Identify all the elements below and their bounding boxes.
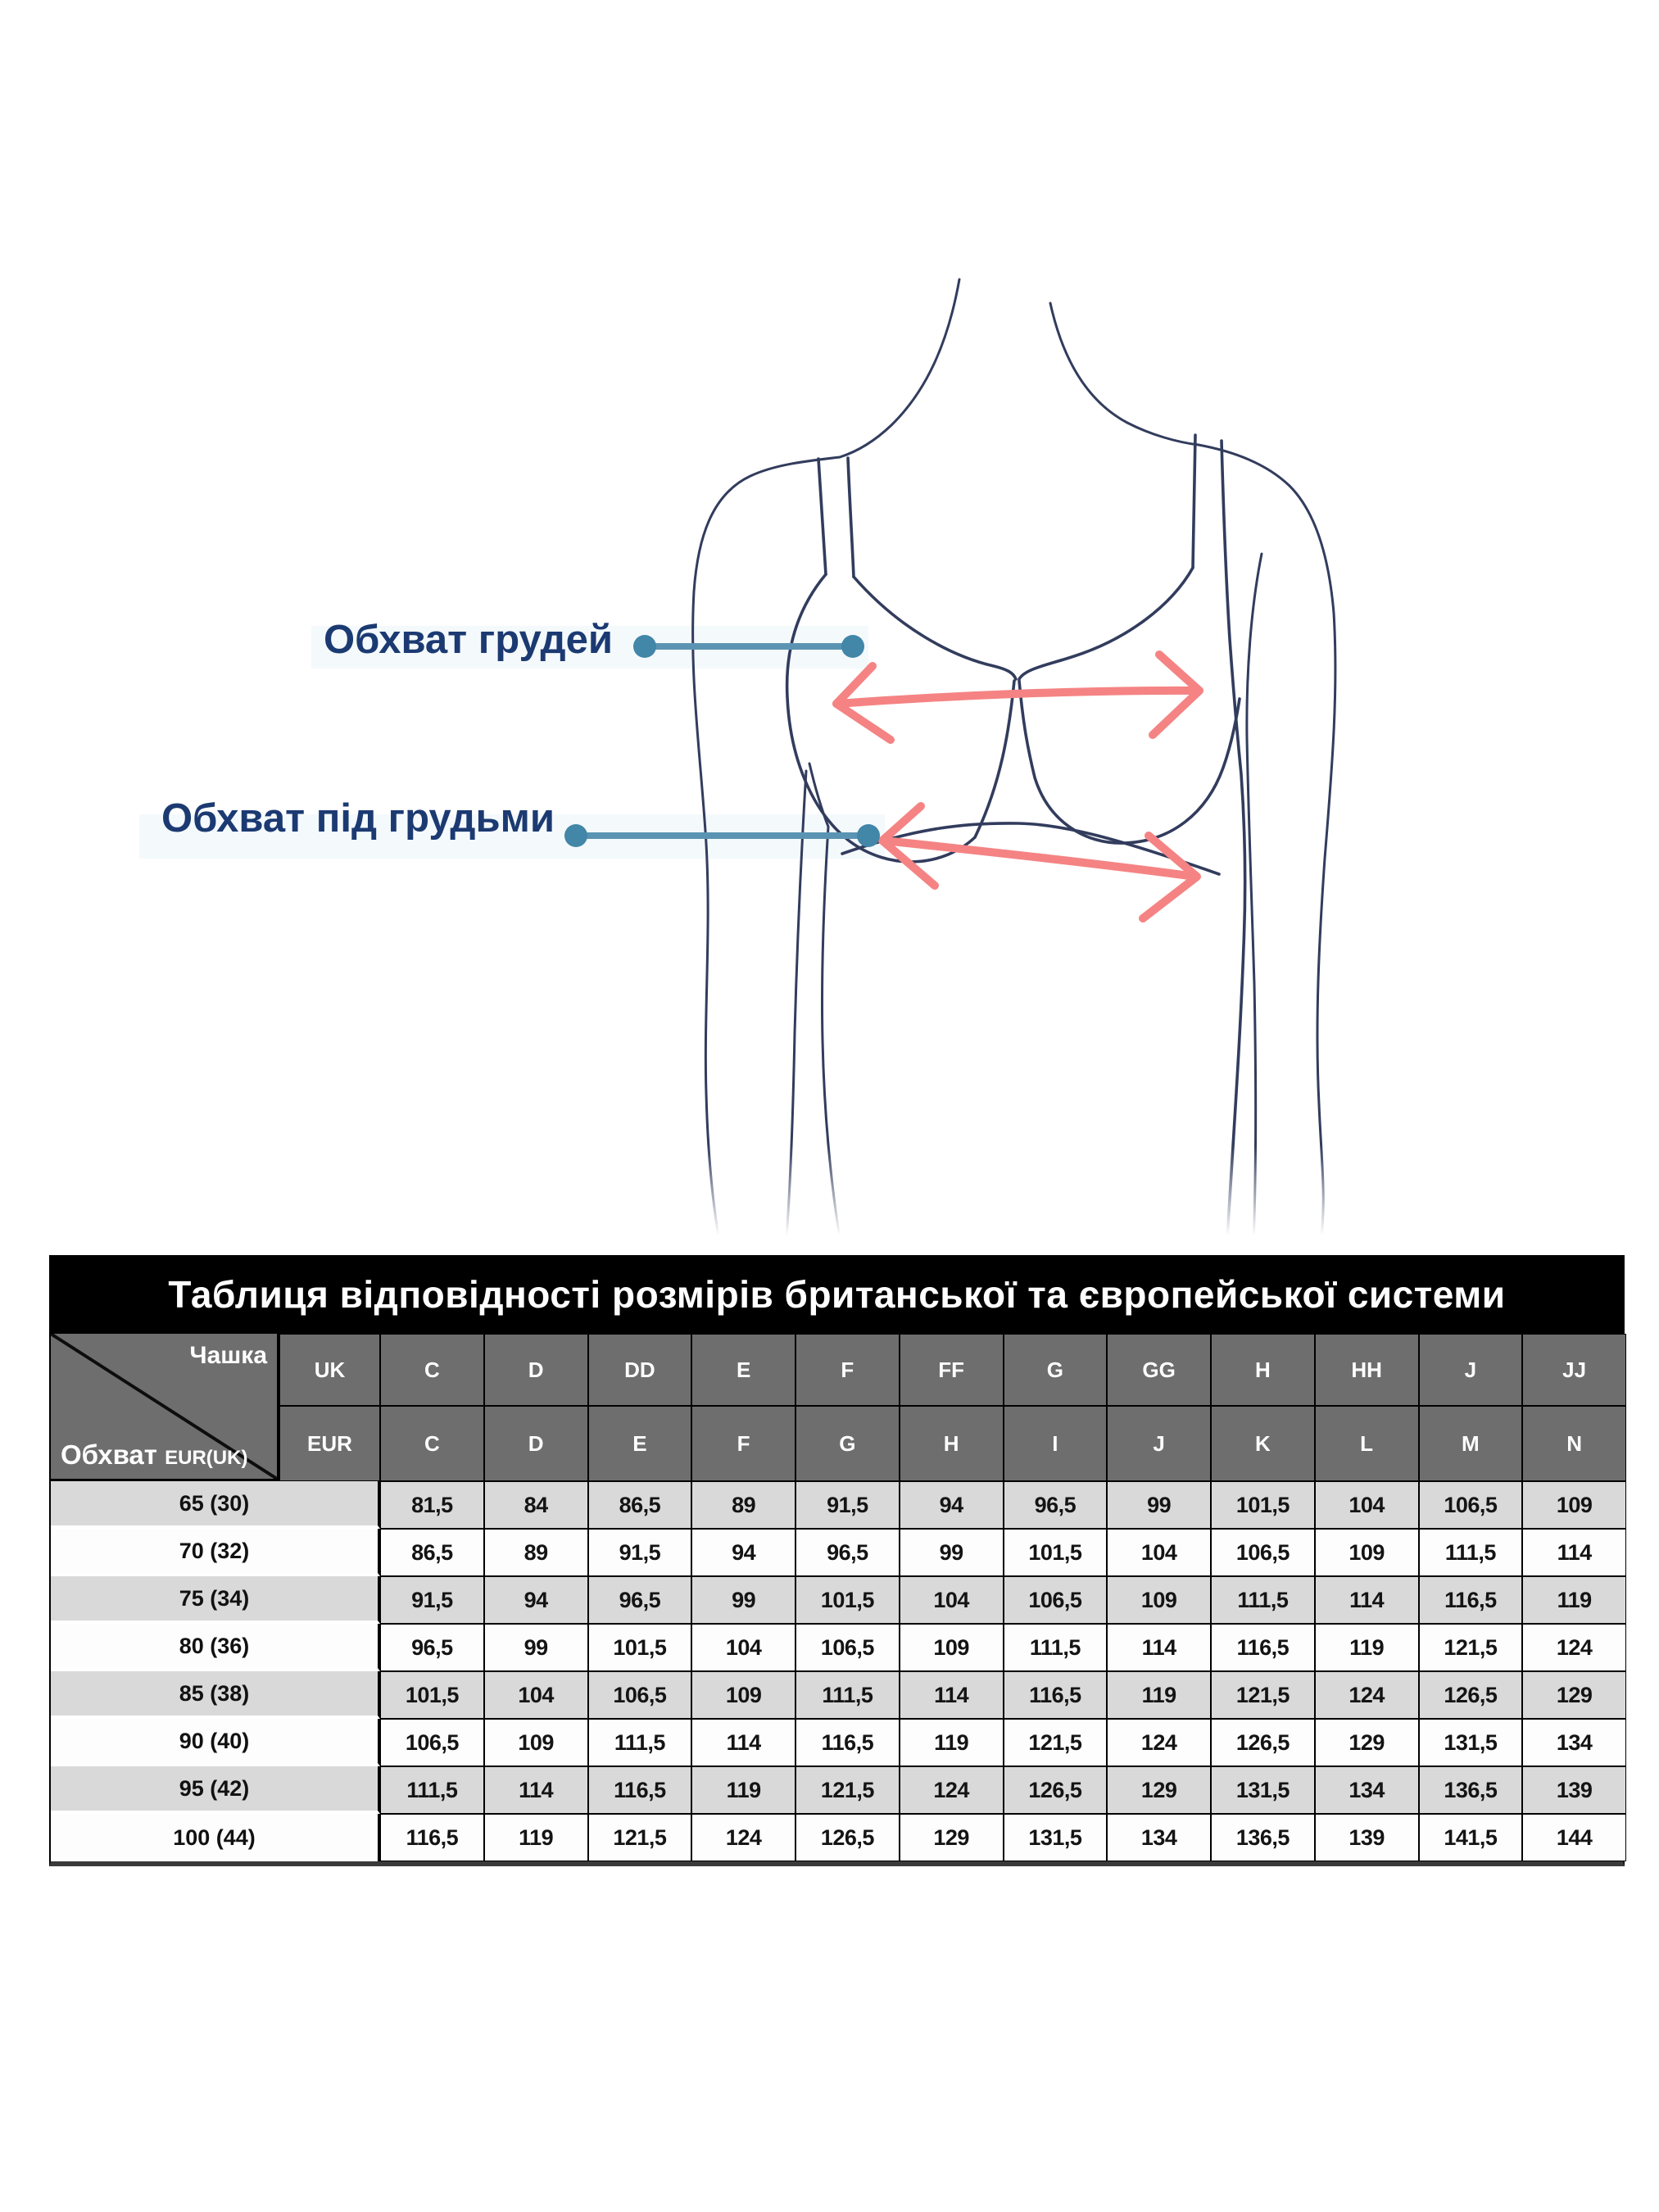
bust-measurement-cell: 139 xyxy=(1315,1814,1419,1861)
bust-measurement-cell: 86,5 xyxy=(380,1529,484,1576)
bust-measurement-cell: 121,5 xyxy=(1419,1624,1523,1671)
bust-measurement-cell: 129 xyxy=(1315,1719,1419,1766)
bust-measurement-cell: 106,5 xyxy=(1211,1529,1315,1576)
bust-measurement-cell: 119 xyxy=(1522,1576,1626,1624)
bust-measurement-cell: 114 xyxy=(1522,1529,1626,1576)
bust-measurement-cell: 91,5 xyxy=(588,1529,692,1576)
bust-measurement-cell: 104 xyxy=(484,1671,588,1719)
table-title: Таблиця відповідності розмірів британської та європейської системи xyxy=(49,1255,1625,1334)
bust-measurement-cell: 109 xyxy=(900,1624,1004,1671)
bust-measurement-cell: 126,5 xyxy=(1004,1766,1108,1814)
bust-measurement-cell: 116,5 xyxy=(796,1719,900,1766)
band-size-label: 80 (36) xyxy=(51,1624,380,1671)
bust-measurement-cell: 109 xyxy=(1107,1576,1211,1624)
uk-cup-cell: H xyxy=(1211,1334,1315,1406)
uk-cup-cell: HH xyxy=(1315,1334,1419,1406)
band-size-label: 75 (34) xyxy=(51,1576,380,1624)
band-size-label: 70 (32) xyxy=(51,1529,380,1576)
bust-measurement-cell: 96,5 xyxy=(588,1576,692,1624)
table-header xyxy=(49,1334,1625,1481)
bust-measurement-cell: 104 xyxy=(1107,1529,1211,1576)
bust-measurement-cell: 139 xyxy=(1522,1766,1626,1814)
eur-cup-cell: K xyxy=(1211,1406,1315,1481)
bust-measurement-cell: 96,5 xyxy=(1004,1481,1108,1529)
bust-measurement-cell: 124 xyxy=(691,1814,796,1861)
band-size-label: 100 (44) xyxy=(51,1814,380,1861)
bust-measurement-cell: 121,5 xyxy=(588,1814,692,1861)
band-size-label: 95 (42) xyxy=(51,1766,380,1814)
bust-measurement-cell: 101,5 xyxy=(588,1624,692,1671)
uk-system-label: UK xyxy=(279,1334,380,1406)
bust-measurement-cell: 141,5 xyxy=(1419,1814,1523,1861)
bust-measurement-cell: 119 xyxy=(691,1766,796,1814)
bust-measurement-cell: 134 xyxy=(1522,1719,1626,1766)
eur-system-label: EUR xyxy=(279,1406,380,1481)
bust-measurement-cell: 124 xyxy=(900,1766,1004,1814)
bust-measurement-cell: 101,5 xyxy=(796,1576,900,1624)
bust-measurement-cell: 129 xyxy=(1522,1671,1626,1719)
bust-measurement-cell: 109 xyxy=(484,1719,588,1766)
bust-measurement-cell: 99 xyxy=(691,1576,796,1624)
bust-measurement-cell: 84 xyxy=(484,1481,588,1529)
uk-cup-cell: GG xyxy=(1107,1334,1211,1406)
eur-cup-cell: C xyxy=(380,1406,484,1481)
bust-measurement-cell: 119 xyxy=(1315,1624,1419,1671)
bust-measurement-cell: 106,5 xyxy=(1004,1576,1108,1624)
bust-measurement-cell: 131,5 xyxy=(1004,1814,1108,1861)
eur-cup-cell: H xyxy=(900,1406,1004,1481)
bust-measurement-cell: 114 xyxy=(900,1671,1004,1719)
bust-measurement-cell: 121,5 xyxy=(796,1766,900,1814)
eur-cup-cell: I xyxy=(1004,1406,1108,1481)
bust-measurement-cell: 111,5 xyxy=(1419,1529,1523,1576)
bust-measurement-cell: 116,5 xyxy=(380,1814,484,1861)
bust-measurement-cell: 101,5 xyxy=(380,1671,484,1719)
size-row xyxy=(51,1719,1623,1766)
bust-measurement-cell: 116,5 xyxy=(1211,1624,1315,1671)
bust-measurement-cell: 116,5 xyxy=(1419,1576,1523,1624)
bust-measurement-cell: 124 xyxy=(1522,1624,1626,1671)
uk-cup-cell: FF xyxy=(900,1334,1004,1406)
bust-measurement-cell: 104 xyxy=(900,1576,1004,1624)
bust-measurement-cell: 134 xyxy=(1315,1766,1419,1814)
bust-measurement-cell: 111,5 xyxy=(1004,1624,1108,1671)
bust-measurement-cell: 111,5 xyxy=(588,1719,692,1766)
uk-cup-cell: E xyxy=(691,1334,796,1406)
bust-measurement-cell: 114 xyxy=(1107,1624,1211,1671)
bust-measurement-cell: 91,5 xyxy=(796,1481,900,1529)
bust-measurement-cell: 124 xyxy=(1107,1719,1211,1766)
bust-measurement-cell: 144 xyxy=(1522,1814,1626,1861)
bust-measurement-cell: 131,5 xyxy=(1419,1719,1523,1766)
eur-cup-cell: E xyxy=(588,1406,692,1481)
eur-cup-cell: J xyxy=(1107,1406,1211,1481)
uk-cup-cell: D xyxy=(484,1334,588,1406)
size-row xyxy=(51,1576,1623,1624)
size-row xyxy=(51,1766,1623,1814)
bust-measurement-cell: 99 xyxy=(1107,1481,1211,1529)
bust-measurement-cell: 106,5 xyxy=(588,1671,692,1719)
size-row xyxy=(51,1529,1623,1576)
uk-cup-cell: F xyxy=(796,1334,900,1406)
bust-measurement-cell: 81,5 xyxy=(380,1481,484,1529)
bust-arrow xyxy=(836,655,1199,740)
bust-measurement-cell: 109 xyxy=(691,1671,796,1719)
eur-cup-cell: M xyxy=(1419,1406,1523,1481)
bust-measurement-cell: 101,5 xyxy=(1211,1481,1315,1529)
bust-measurement-cell: 126,5 xyxy=(796,1814,900,1861)
uk-cup-cell: JJ xyxy=(1522,1334,1626,1406)
size-row xyxy=(51,1481,1623,1529)
bust-measurement-cell: 94 xyxy=(900,1481,1004,1529)
eur-cup-cell: N xyxy=(1522,1406,1626,1481)
bust-measurement-cell: 106,5 xyxy=(380,1719,484,1766)
bust-measurement-cell: 116,5 xyxy=(588,1766,692,1814)
corner-cell xyxy=(51,1334,279,1481)
bust-measurement-cell: 94 xyxy=(691,1529,796,1576)
bust-measurement-cell: 119 xyxy=(1107,1671,1211,1719)
bust-measurement-cell: 89 xyxy=(484,1529,588,1576)
bust-measurement-cell: 104 xyxy=(1315,1481,1419,1529)
bust-measurement-cell: 131,5 xyxy=(1211,1766,1315,1814)
bust-measurement-cell: 114 xyxy=(484,1766,588,1814)
band-size-label: 85 (38) xyxy=(51,1671,380,1719)
fade-overlay xyxy=(0,1145,1659,1255)
bust-measurement-cell: 106,5 xyxy=(1419,1481,1523,1529)
bust-measurement-cell: 91,5 xyxy=(380,1576,484,1624)
bust-measurement-cell: 136,5 xyxy=(1419,1766,1523,1814)
bust-measurement-cell: 119 xyxy=(484,1814,588,1861)
uk-cup-cell: J xyxy=(1419,1334,1523,1406)
uk-cup-cell: DD xyxy=(588,1334,692,1406)
band-size-label: 90 (40) xyxy=(51,1719,380,1766)
corner-label-girth xyxy=(61,1439,247,1471)
size-table xyxy=(49,1255,1625,1866)
label-underbust-girth: Обхват під грудьми xyxy=(161,796,555,841)
underbust-arrow xyxy=(882,806,1197,918)
bust-measurement-cell: 129 xyxy=(900,1814,1004,1861)
eur-cup-cell: L xyxy=(1315,1406,1419,1481)
bust-measurement-cell: 96,5 xyxy=(796,1529,900,1576)
bust-measurement-cell: 136,5 xyxy=(1211,1814,1315,1861)
bust-measurement-cell: 126,5 xyxy=(1211,1719,1315,1766)
size-row xyxy=(51,1814,1623,1861)
bust-measurement-cell: 109 xyxy=(1315,1529,1419,1576)
eur-cup-cell: F xyxy=(691,1406,796,1481)
bust-measurement-cell: 129 xyxy=(1107,1766,1211,1814)
bust-measurement-cell: 86,5 xyxy=(588,1481,692,1529)
bust-measurement-cell: 116,5 xyxy=(1004,1671,1108,1719)
bust-measurement-cell: 89 xyxy=(691,1481,796,1529)
bust-measurement-cell: 104 xyxy=(691,1624,796,1671)
uk-cup-cell: C xyxy=(380,1334,484,1406)
corner-girth-unit: EUR(UK) xyxy=(165,1447,248,1469)
band-size-label: 65 (30) xyxy=(51,1481,380,1529)
bust-measurement-cell: 121,5 xyxy=(1211,1671,1315,1719)
bust-measurement-cell: 109 xyxy=(1522,1481,1626,1529)
bust-measurement-cell: 99 xyxy=(484,1624,588,1671)
eur-cup-cell: D xyxy=(484,1406,588,1481)
bust-measurement-cell: 106,5 xyxy=(796,1624,900,1671)
bust-measurement-cell: 114 xyxy=(691,1719,796,1766)
bust-measurement-cell: 111,5 xyxy=(1211,1576,1315,1624)
table-body xyxy=(49,1481,1625,1866)
uk-cup-cell: G xyxy=(1004,1334,1108,1406)
bust-measurement-cell: 119 xyxy=(900,1719,1004,1766)
size-row xyxy=(51,1671,1623,1719)
corner-girth-text: Обхват xyxy=(61,1439,157,1470)
bust-measurement-cell: 134 xyxy=(1107,1814,1211,1861)
bust-measurement-cell: 111,5 xyxy=(796,1671,900,1719)
label-bust-girth: Обхват грудей xyxy=(324,618,613,662)
corner-label-cup: Чашка xyxy=(189,1342,267,1369)
size-row xyxy=(51,1624,1623,1671)
bust-measurement-cell: 99 xyxy=(900,1529,1004,1576)
eur-cup-cell: G xyxy=(796,1406,900,1481)
bust-measurement-cell: 101,5 xyxy=(1004,1529,1108,1576)
bust-measurement-cell: 94 xyxy=(484,1576,588,1624)
bust-measurement-cell: 96,5 xyxy=(380,1624,484,1671)
bust-measurement-cell: 124 xyxy=(1315,1671,1419,1719)
bust-measurement-cell: 121,5 xyxy=(1004,1719,1108,1766)
bust-measurement-cell: 126,5 xyxy=(1419,1671,1523,1719)
bust-measurement-cell: 111,5 xyxy=(380,1766,484,1814)
bust-measurement-cell: 114 xyxy=(1315,1576,1419,1624)
